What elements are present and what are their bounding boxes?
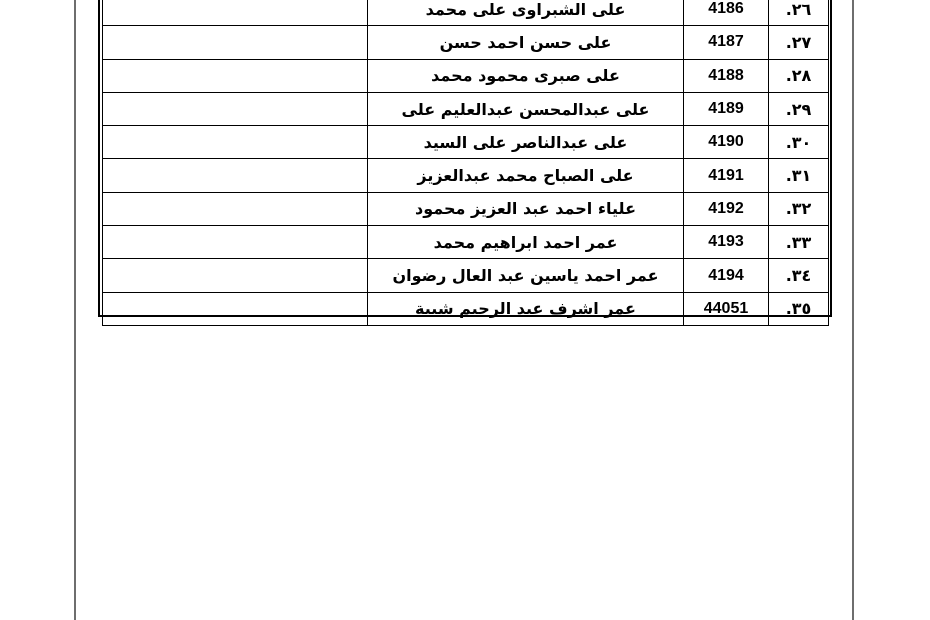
table-row <box>103 226 829 259</box>
notes-cell <box>103 192 368 225</box>
student-name: على عبدالناصر على السيد <box>368 126 684 159</box>
row-index: ٣٠. <box>769 126 829 159</box>
row-index: ٣٣. <box>769 226 829 259</box>
notes-cell <box>103 259 368 292</box>
row-index: ٣١. <box>769 159 829 192</box>
row-index: ٢٦. <box>769 0 829 26</box>
notes-cell <box>103 292 368 325</box>
student-code: 4187 <box>684 26 769 59</box>
student-name: علياء احمد عبد العزيز محمود <box>368 192 684 225</box>
table-row <box>103 26 829 59</box>
notes-cell <box>103 226 368 259</box>
table-row <box>103 292 829 325</box>
row-index: ٣٤. <box>769 259 829 292</box>
notes-cell <box>103 59 368 92</box>
notes-cell <box>103 0 368 26</box>
student-code: 4188 <box>684 59 769 92</box>
student-code: 4193 <box>684 226 769 259</box>
student-table <box>102 0 829 326</box>
student-code: 4189 <box>684 92 769 125</box>
student-name: على عبدالمحسن عبدالعليم على <box>368 92 684 125</box>
table-row <box>103 0 829 26</box>
notes-cell <box>103 92 368 125</box>
student-code: 44051 <box>684 292 769 325</box>
student-list-table <box>98 0 832 317</box>
table-row <box>103 92 829 125</box>
student-code: 4190 <box>684 126 769 159</box>
row-index: ٣٢. <box>769 192 829 225</box>
notes-cell <box>103 159 368 192</box>
student-name: على حسن احمد حسن <box>368 26 684 59</box>
row-index: ٢٨. <box>769 59 829 92</box>
notes-cell <box>103 126 368 159</box>
student-code: 4192 <box>684 192 769 225</box>
student-name: على الشبراوى على محمد <box>368 0 684 26</box>
student-code: 4186 <box>684 0 769 26</box>
student-name: على الصباح محمد عبدالعزيز <box>368 159 684 192</box>
table-row <box>103 159 829 192</box>
table-row <box>103 126 829 159</box>
table-row <box>103 192 829 225</box>
row-index: ٣٥. <box>769 292 829 325</box>
page-border-right <box>852 0 854 620</box>
student-code: 4194 <box>684 259 769 292</box>
student-name: على صبرى محمود محمد <box>368 59 684 92</box>
student-name: عمر احمد ياسين عبد العال رضوان <box>368 259 684 292</box>
row-index: ٢٧. <box>769 26 829 59</box>
notes-cell <box>103 26 368 59</box>
row-index: ٢٩. <box>769 92 829 125</box>
student-name: عمر احمد ابراهيم محمد <box>368 226 684 259</box>
student-code: 4191 <box>684 159 769 192</box>
student-name: عمر اشرف عبد الرحيم شيبة <box>368 292 684 325</box>
page-border-left <box>74 0 76 620</box>
table-row <box>103 59 829 92</box>
table-row <box>103 259 829 292</box>
